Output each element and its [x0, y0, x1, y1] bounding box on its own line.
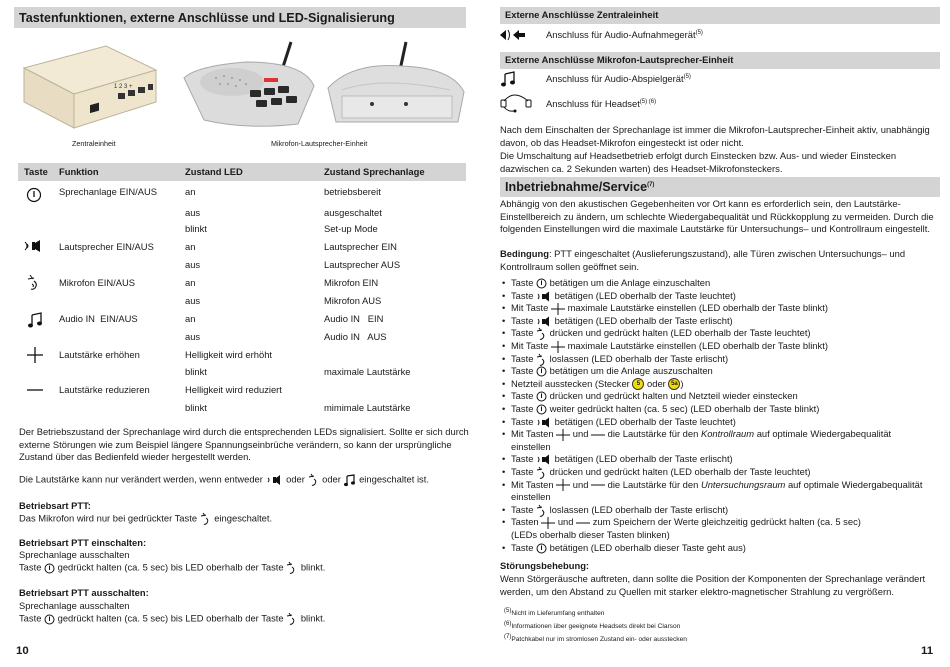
speaker-icon: [266, 474, 284, 486]
speaker-icon: [24, 238, 46, 254]
table-row: aus Lautsprecher AUS: [185, 259, 401, 270]
ptt-on-line2: Taste gedrückt halten (ca. 5 sec) bis LED oberhalb der Taste blinkt.: [19, 561, 325, 575]
table-row: Lautstärke erhöhen Helligkeit wird erhöht: [59, 349, 273, 360]
bullet: •: [502, 302, 506, 314]
plus-icon: [556, 479, 570, 491]
step-text: Taste betätigen (LED oberhalb der Taste erlischt): [511, 314, 733, 326]
bullet: •: [502, 503, 506, 515]
bullet: •: [502, 352, 506, 364]
power-icon: [536, 404, 547, 415]
step-text: Taste loslassen (LED oberhalb der Taste erlischt): [511, 353, 728, 366]
intro-paragraph: Abhängig von den akustischen Gegebenheiten vor Ort kann es erforderlich sein, den Lautstärke-Einstellbereich zu ändern, um schlechte Wiedergabequalität und Rückkopplung zu vermeiden. Durch die folgenden Einstellungen wird die maximale Lautstärke für Untersuchungs– und Kontrollraum eingestellt.: [500, 198, 934, 235]
page-number-right: 11: [921, 645, 934, 657]
central-unit-image: [18, 38, 163, 133]
bullet: •: [502, 327, 506, 339]
bullet: •: [502, 466, 506, 477]
table-row: Audio IN EIN/AUS an Audio IN EIN: [59, 313, 384, 324]
step-text: einstellen: [511, 491, 551, 503]
music-note-icon: [27, 312, 43, 329]
page-number-left: 10: [16, 645, 29, 657]
music-note-icon: [500, 71, 516, 88]
step-text: Taste betätigen um die Anlage einzuschalten: [511, 277, 711, 288]
power-icon: [536, 278, 547, 289]
table-row: blinkt Set-up Mode: [185, 223, 378, 234]
footnote: $^{(6)}$Informationen über geeignete Headsets direkt bei Clarson: [504, 620, 681, 630]
power-icon: [536, 366, 547, 377]
step-text: Taste betätigen um die Anlage auszuschalten: [511, 365, 713, 377]
table-row: Mikrofon EIN/AUS an Mikrofon EIN: [59, 277, 379, 288]
minus-icon: [591, 429, 605, 441]
status-paragraph: Der Betriebszustand der Sprechanlage wird durch die entsprechenden LEDs signalisiert. Sollte er sich durch externe Störungen wie zum Beispiel längere Spannungseinbrüche verändern, so kann der ursprüngliche Zustand über das Bedienfeld wieder hergestellt werden.: [19, 426, 469, 463]
condition-paragraph: Bedingung: PTT eingeschaltet (Auslieferungszustand), alle Türen zwischen Untersuchungs– und Kontrollraum sollen geöffnet sein.: [500, 248, 906, 272]
bullet: •: [502, 415, 506, 427]
table-row: Lautstärke reduzieren Helligkeit wird reduziert: [59, 384, 282, 395]
table-row: aus ausgeschaltet: [185, 207, 382, 218]
ext-central-item: Anschluss für Audio-Aufnahmegerät$^{(5)}$: [546, 29, 703, 40]
step-text: Taste betätigen (LED oberhalb der Taste leuchtet): [511, 289, 736, 301]
bullet: •: [502, 428, 506, 440]
plus-icon: [556, 429, 570, 441]
step-text: Tasten und zum Speichern der Werte gleichzeitig gedrückt halten (ca. 5 sec): [511, 516, 861, 528]
plus-icon: [551, 303, 565, 315]
bullet: •: [502, 314, 506, 326]
step-text: (LEDs oberhalb dieser Tasten blinken): [511, 529, 670, 540]
step-text: Taste loslassen (LED oberhalb der Taste erlischt): [511, 504, 728, 517]
mic-speaker-unit-image: [176, 38, 321, 133]
step-text: Taste betätigen (LED oberhalb der Taste leuchtet): [511, 415, 736, 427]
ext-mic-item2: Anschluss für Headset$^{(5) (6)}$: [546, 98, 657, 109]
footnote: $^{(7)}$Patchkabel nur im stromlosen Zustand ein- oder ausstecken: [504, 633, 687, 643]
step-text: Taste weiter gedrückt halten (ca. 5 sec) (LED oberhalb der Taste blinkt): [511, 403, 820, 414]
ext-central-heading: Externe Anschlüsse Zentraleinheit: [500, 7, 940, 24]
bullet: •: [502, 478, 506, 490]
microphone-icon: [286, 561, 298, 575]
section-heading: Inbetriebnahme/Service$^{(7)}$: [500, 177, 940, 197]
fault-heading: Störungsbehebung:: [500, 560, 590, 571]
microphone-icon: [536, 353, 547, 366]
step-text: Mit Taste maximale Lautstärke einstellen (LED oberhalb der Taste blinkt): [511, 302, 828, 314]
power-icon: [44, 614, 55, 625]
bullet: •: [502, 516, 506, 528]
caption-mic-unit: Mikrofon-Lautsprecher-Einheit: [271, 139, 368, 148]
power-icon: [44, 563, 55, 574]
bullet: •: [502, 541, 506, 553]
step-text: einstellen: [511, 440, 551, 452]
plus-icon: [541, 517, 555, 529]
microphone-icon: [200, 512, 212, 526]
volume-paragraph: Die Lautstärke kann nur verändert werden, wenn entweder oder oder eingeschaltet ist.: [19, 473, 471, 487]
speaker-icon: [536, 454, 552, 465]
footnote: $^{(5)}$Nicht im Lieferumfang enthalten: [504, 607, 605, 617]
bullet: •: [502, 277, 506, 288]
speaker-icon: [536, 291, 552, 302]
plus-icon: [26, 346, 44, 364]
ptt-on-line1: Sprechanlage ausschalten: [19, 549, 130, 560]
ext-mic-heading: Externe Anschlüsse Mikrofon-Lautsprecher-Einheit: [500, 52, 940, 69]
ptt-on-heading: Betriebsart PTT einschalten:: [19, 537, 147, 548]
table-row: aus Audio IN AUS: [185, 331, 387, 342]
minus-icon: [576, 517, 590, 529]
music-note-icon: [343, 474, 356, 487]
table-row: Sprechanlage EIN/AUS an betriebsbereit: [59, 186, 381, 197]
step-text: Taste drücken und gedrückt halten (LED oberhalb der Taste leuchtet): [511, 466, 811, 479]
table-header: [18, 163, 466, 181]
plus-icon: [551, 341, 565, 353]
bullet: •: [502, 289, 506, 301]
microphone-icon: [286, 612, 298, 626]
headset-icon: [500, 91, 534, 113]
plug-5a-badge: 5a: [668, 378, 680, 390]
ptt-text: Das Mikrofon wird nur bei gedrückter Taste eingeschaltet.: [19, 512, 272, 526]
bullet: •: [502, 340, 506, 351]
minus-icon: [591, 479, 605, 491]
ptt-off-line1: Sprechanlage ausschalten: [19, 600, 130, 611]
microphone-icon: [536, 504, 547, 517]
headset-paragraph: Nach dem Einschalten der Sprechanlage ist immer die Mikrofon-Lautsprecher-Einheit aktiv, unabhängig davon, ob das Headset-Mikrofon eingesteckt ist oder nicht.: [500, 124, 930, 148]
power-icon: [26, 187, 42, 203]
step-text: Mit Taste maximale Lautstärke einstellen (LED oberhalb der Taste blinkt): [511, 340, 828, 351]
table-row: aus Mikrofon AUS: [185, 295, 382, 306]
th-zustand-sprechanlage: Zustand Sprechanlage: [324, 166, 425, 177]
ptt-off-heading: Betriebsart PTT ausschalten:: [19, 587, 149, 598]
th-taste: Taste: [24, 166, 48, 177]
step-text: Taste drücken und gedrückt halten (LED oberhalb der Taste leuchtet): [511, 327, 811, 340]
speaker-icon: [536, 316, 552, 327]
mic-speaker-unit-back-image: [322, 38, 467, 133]
ext-mic-item1: Anschluss für Audio-Abspielgerät$^{(5)}$: [546, 73, 691, 84]
bullet: •: [502, 377, 506, 389]
step-text: Mit Tasten und die Lautstärke für den Kontrollraum auf optimale Wiedergabequalität: [511, 428, 892, 440]
table-row: Lautsprecher EIN/AUS an Lautsprecher EIN: [59, 241, 397, 252]
fault-paragraph: Wenn Störgeräusche auftreten, dann sollte die Position der Komponenten der Sprechanlage verändert werden, um den Abstand zu Quellen mit starker elektro-magnetischer Strahlung zu vergrößern.: [500, 573, 926, 597]
svg-text:1 2 3 +: 1 2 3 +: [114, 84, 133, 90]
audio-record-icon: [499, 27, 527, 43]
table-row: blinkt mimimale Lautstärke: [185, 402, 411, 413]
switch-paragraph: Die Umschaltung auf Headsetbetrieb erfolgt durch Einstecken bzw. Aus- und wieder Einstecken dazwischen ca. 2 Sekunden warten) des Headset-Mikrofonsteckers.: [500, 150, 897, 174]
microphone-icon: [536, 466, 547, 479]
ptt-off-line2: Taste gedrückt halten (ca. 5 sec) bis LED oberhalb der Taste blinkt.: [19, 612, 325, 626]
plug-5-badge: 5: [632, 378, 644, 390]
microphone-icon: [536, 327, 547, 340]
th-funktion: Funktion: [59, 166, 99, 177]
table-row: blinkt maximale Lautstärke: [185, 366, 411, 377]
bullet: •: [502, 390, 506, 402]
minus-icon: [26, 381, 44, 399]
ptt-heading: Betriebsart PTT:: [19, 500, 91, 511]
step-text: Taste betätigen (LED oberhalb der Taste erlischt): [511, 453, 733, 465]
page-title: Tastenfunktionen, externe Anschlüsse und LED-Signalisierung: [14, 7, 466, 28]
microphone-icon: [308, 473, 320, 487]
microphone-icon: [26, 273, 42, 293]
speaker-icon: [536, 417, 552, 428]
step-text: Netzteil ausstecken (Stecker 5 oder 5a ): [511, 377, 684, 389]
bullet: •: [502, 403, 506, 414]
step-text: Taste drücken und gedrückt halten und Netzteil wieder einstecken: [511, 390, 798, 402]
caption-central-unit: Zentraleinheit: [72, 139, 116, 148]
th-zustand-led: Zustand LED: [185, 166, 243, 177]
bullet: •: [502, 453, 506, 465]
step-text: Mit Tasten und die Lautstärke für den Untersuchungsraum auf optimale Wiedergabequalität: [511, 478, 923, 490]
bullet: •: [502, 365, 506, 377]
step-text: Taste betätigen (LED oberhalb dieser Taste geht aus): [511, 541, 746, 553]
power-icon: [536, 543, 547, 554]
power-icon: [536, 391, 547, 402]
